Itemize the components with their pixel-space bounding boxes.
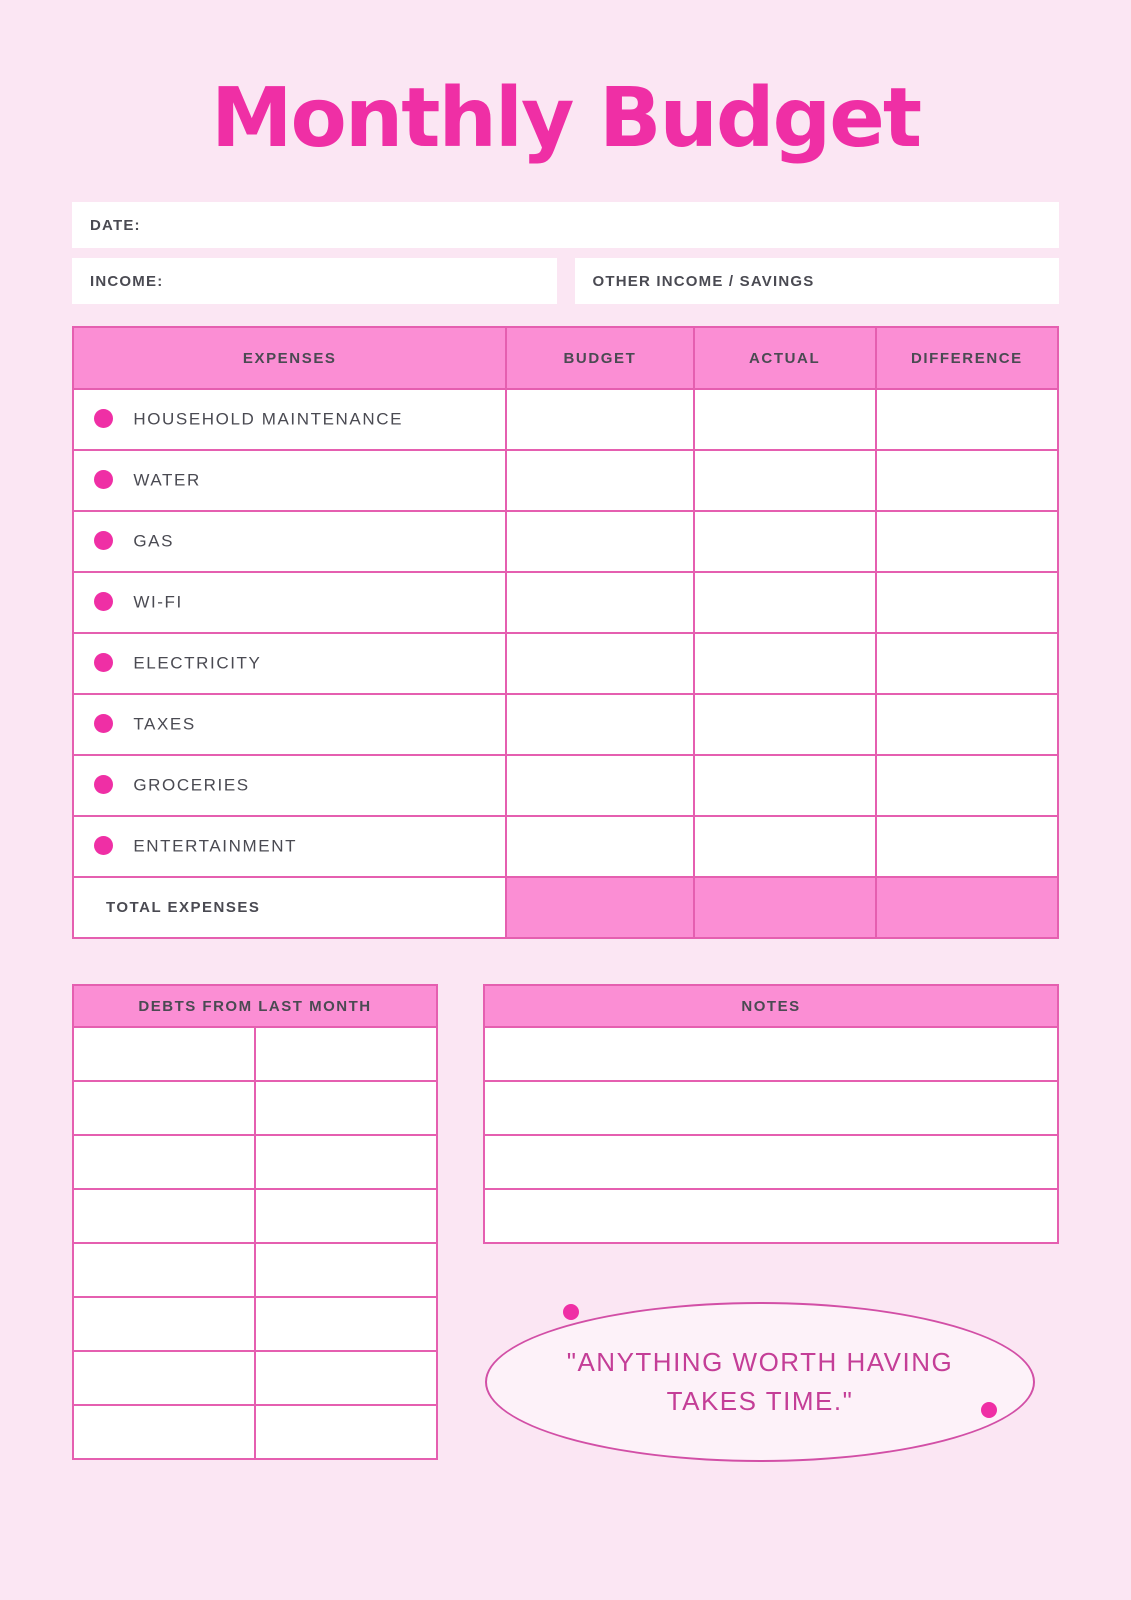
debt-amount-cell[interactable] <box>73 1297 255 1351</box>
budget-input-cell[interactable] <box>506 755 693 816</box>
debts-table <box>72 984 438 1460</box>
notes-line-cell[interactable] <box>484 1135 1058 1189</box>
bullet-dot-icon <box>94 409 113 428</box>
debt-amount-cell[interactable] <box>73 1027 255 1081</box>
expense-label: WI-FI <box>133 592 183 612</box>
budget-input-cell[interactable] <box>506 450 693 511</box>
table-row <box>73 389 1058 450</box>
difference-input-cell[interactable] <box>876 694 1058 755</box>
table-row <box>484 1081 1058 1135</box>
expense-table-header-row <box>73 327 1058 389</box>
actual-input-cell[interactable] <box>694 511 876 572</box>
debt-detail-cell[interactable] <box>255 1297 437 1351</box>
actual-input-cell[interactable] <box>694 389 876 450</box>
date-label: DATE: <box>90 216 141 234</box>
quote-dot-icon-bottom <box>981 1402 997 1418</box>
income-row <box>72 258 1059 304</box>
bullet-dot-icon <box>94 531 113 550</box>
debts-header-row <box>73 985 437 1027</box>
table-row <box>73 572 1058 633</box>
table-row <box>73 1081 437 1135</box>
difference-input-cell[interactable] <box>876 816 1058 877</box>
page-title: Monthly Budget <box>210 71 921 166</box>
notes-line-cell[interactable] <box>484 1027 1058 1081</box>
debt-amount-cell[interactable] <box>73 1189 255 1243</box>
debts-panel <box>72 984 438 1492</box>
budget-input-cell[interactable] <box>506 572 693 633</box>
debt-detail-cell[interactable] <box>255 1189 437 1243</box>
column-header-difference: DIFFERENCE <box>876 327 1058 389</box>
budget-input-cell[interactable] <box>506 633 693 694</box>
total-budget-cell[interactable] <box>506 877 693 938</box>
expense-label: ENTERTAINMENT <box>133 836 298 856</box>
table-row <box>484 1189 1058 1243</box>
debt-detail-cell[interactable] <box>255 1081 437 1135</box>
debt-detail-cell[interactable] <box>255 1405 437 1459</box>
bullet-dot-icon <box>94 592 113 611</box>
expense-name-cell <box>73 572 506 633</box>
total-actual-cell[interactable] <box>694 877 876 938</box>
table-row <box>73 1351 437 1405</box>
income-label: INCOME: <box>90 272 164 290</box>
budget-input-cell[interactable] <box>506 511 693 572</box>
debt-detail-cell[interactable] <box>255 1243 437 1297</box>
table-row <box>73 1297 437 1351</box>
debt-detail-cell[interactable] <box>255 1351 437 1405</box>
expense-name-cell <box>73 389 506 450</box>
total-expenses-label: TOTAL EXPENSES <box>73 877 506 938</box>
debt-amount-cell[interactable] <box>73 1243 255 1297</box>
date-field[interactable] <box>72 202 1059 248</box>
expense-label: ELECTRICITY <box>133 653 262 673</box>
actual-input-cell[interactable] <box>694 450 876 511</box>
table-row <box>73 1027 437 1081</box>
right-column <box>483 984 1059 1492</box>
bottom-section <box>72 984 1059 1492</box>
difference-input-cell[interactable] <box>876 755 1058 816</box>
bullet-dot-icon <box>94 836 113 855</box>
total-difference-cell[interactable] <box>876 877 1058 938</box>
column-header-expenses: EXPENSES <box>73 327 506 389</box>
notes-line-cell[interactable] <box>484 1189 1058 1243</box>
table-row <box>73 1405 437 1459</box>
table-row <box>73 450 1058 511</box>
total-expenses-row <box>73 877 1058 938</box>
budget-input-cell[interactable] <box>506 816 693 877</box>
quote-text: "ANYTHING WORTH HAVING TAKES TIME." <box>566 1347 954 1416</box>
table-row <box>484 1135 1058 1189</box>
bullet-dot-icon <box>94 470 113 489</box>
notes-header: NOTES <box>484 985 1058 1027</box>
actual-input-cell[interactable] <box>694 633 876 694</box>
difference-input-cell[interactable] <box>876 572 1058 633</box>
difference-input-cell[interactable] <box>876 633 1058 694</box>
expense-label: HOUSEHOLD MAINTENANCE <box>133 409 404 429</box>
table-row <box>73 694 1058 755</box>
bullet-dot-icon <box>94 775 113 794</box>
difference-input-cell[interactable] <box>876 389 1058 450</box>
expense-label: WATER <box>133 470 201 490</box>
debt-amount-cell[interactable] <box>73 1405 255 1459</box>
expense-name-cell <box>73 755 506 816</box>
column-header-budget: BUDGET <box>506 327 693 389</box>
notes-header-row <box>484 985 1058 1027</box>
quote-block <box>483 1292 1059 1492</box>
column-header-actual: ACTUAL <box>694 327 876 389</box>
debts-header: DEBTS FROM LAST MONTH <box>73 985 437 1027</box>
expense-label: TAXES <box>133 714 196 734</box>
bullet-dot-icon <box>94 653 113 672</box>
notes-line-cell[interactable] <box>484 1081 1058 1135</box>
table-row <box>73 1243 437 1297</box>
expense-name-cell <box>73 694 506 755</box>
expense-label: GAS <box>133 531 175 551</box>
table-row <box>73 755 1058 816</box>
expense-name-cell <box>73 450 506 511</box>
expense-name-cell <box>73 633 506 694</box>
table-row <box>73 511 1058 572</box>
date-row <box>72 202 1059 248</box>
actual-input-cell[interactable] <box>694 816 876 877</box>
debt-amount-cell[interactable] <box>73 1081 255 1135</box>
difference-input-cell[interactable] <box>876 450 1058 511</box>
actual-input-cell[interactable] <box>694 755 876 816</box>
notes-table <box>483 984 1059 1244</box>
other-income-field[interactable] <box>575 258 1060 304</box>
quote-dot-icon-top <box>563 1304 579 1320</box>
budget-input-cell[interactable] <box>506 389 693 450</box>
other-income-label: OTHER INCOME / SAVINGS <box>592 272 815 290</box>
debt-amount-cell[interactable] <box>73 1351 255 1405</box>
expense-name-cell <box>73 816 506 877</box>
difference-input-cell[interactable] <box>876 511 1058 572</box>
top-fields <box>72 202 1059 304</box>
table-row <box>484 1027 1058 1081</box>
table-row <box>73 1135 437 1189</box>
debt-detail-cell[interactable] <box>255 1027 437 1081</box>
expense-name-cell <box>73 511 506 572</box>
debt-amount-cell[interactable] <box>73 1135 255 1189</box>
bullet-dot-icon <box>94 714 113 733</box>
table-row <box>73 816 1058 877</box>
budget-input-cell[interactable] <box>506 694 693 755</box>
debt-detail-cell[interactable] <box>255 1135 437 1189</box>
expense-label: GROCERIES <box>133 775 250 795</box>
income-field[interactable] <box>72 258 557 304</box>
expense-table <box>72 326 1059 939</box>
table-row <box>73 1189 437 1243</box>
actual-input-cell[interactable] <box>694 572 876 633</box>
table-row <box>73 633 1058 694</box>
actual-input-cell[interactable] <box>694 694 876 755</box>
